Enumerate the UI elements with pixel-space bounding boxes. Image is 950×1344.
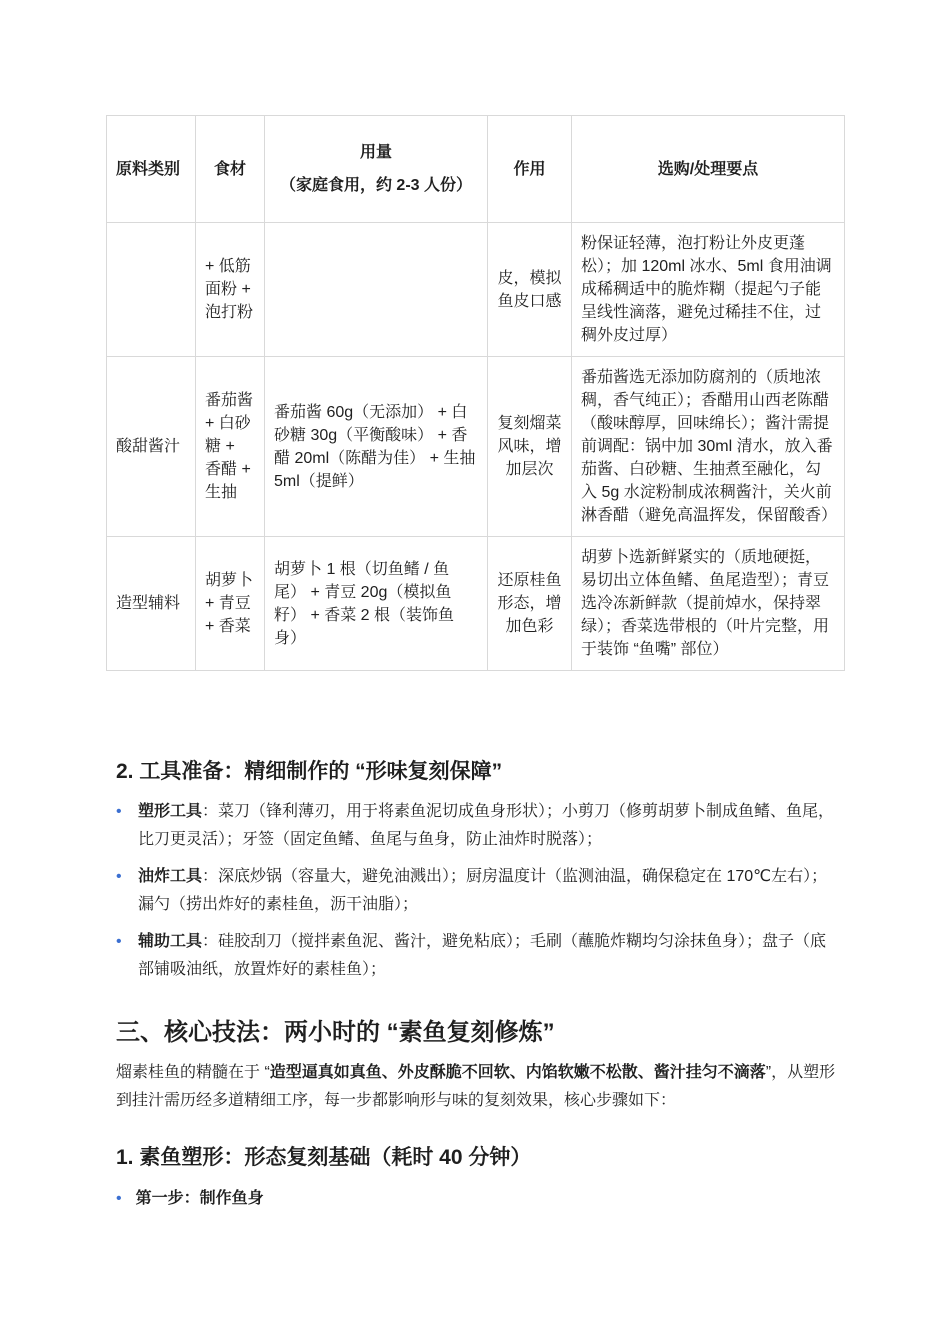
intro-bold: 造型逼真如真鱼、外皮酥脆不回软、内馅软嫩不松散、酱汁挂匀不滴落: [269, 1064, 766, 1081]
header-tips: 选购/处理要点: [572, 116, 845, 223]
header-amount-note: （家庭食用，约 2-3 人份）: [279, 177, 473, 194]
cell-function: 还原桂鱼形态，增加色彩: [488, 537, 572, 671]
list-item: [116, 798, 836, 854]
cell-ingredient: 胡萝卜 + 青豆 + 香菜: [196, 537, 265, 671]
header-amount: [265, 116, 488, 223]
cell-category: 造型辅料: [107, 537, 196, 671]
core-heading: 三、核心技法：两小时的 “素鱼复刻修炼”: [116, 1019, 555, 1046]
tool-term: 塑形工具: [138, 803, 203, 820]
cell-amount: 番茄酱 60g（无添加） + 白砂糖 30g（平衡酸味） + 香醋 20ml（陈醋为佳） + 生抽 5ml（提鲜）: [265, 357, 488, 537]
header-ingredient: 食材: [196, 116, 265, 223]
shape-heading: 1. 素鱼塑形：形态复刻基础（耗时 40 分钟）: [116, 1146, 532, 1169]
tool-text: ：菜刀（锋利薄刃，用于将素鱼泥切成鱼身形状）；小剪刀（修剪胡萝卜制成鱼鳍、鱼尾，比刀更灵活）；牙签（固定鱼鳍、鱼尾与鱼身，防止油炸时脱落）；: [138, 803, 835, 848]
bullet-icon: •: [116, 868, 122, 885]
table-row: [107, 223, 845, 357]
ingredients-table: [106, 115, 845, 671]
bullet-icon: •: [116, 933, 122, 950]
tool-text: ：深底炒锅（容量大，避免油溅出）；厨房温度计（监测油温，确保稳定在 170℃左右）；漏勺（捞出炸好的素桂鱼，沥干油脂）；: [138, 868, 828, 913]
tool-term: 油炸工具: [138, 868, 203, 885]
tool-term: 辅助工具: [138, 933, 203, 950]
bullet-icon: •: [116, 803, 122, 820]
list-item: [116, 1185, 264, 1213]
list-item: [116, 863, 836, 919]
cell-function: 皮，模拟鱼皮口感: [488, 223, 572, 357]
cell-tips: 胡萝卜选新鲜紧实的（质地硬挺，易切出立体鱼鳍、鱼尾造型）；青豆选冷冻新鲜款（提前焯水，保持翠绿）；香菜选带根的（叶片完整，用于装饰 “鱼嘴” 部位）: [572, 537, 845, 671]
cell-ingredient: + 低筋面粉 + 泡打粉: [196, 223, 265, 357]
tool-text: ：硅胶刮刀（搅拌素鱼泥、酱汁，避免粘底）；毛刷（蘸脆炸糊均匀涂抹鱼身）；盘子（底部铺吸油纸，放置炸好的素桂鱼）；: [138, 933, 827, 978]
cell-amount: 胡萝卜 1 根（切鱼鳍 / 鱼尾） + 青豆 20g（模拟鱼籽） + 香菜 2 根（装饰鱼身）: [265, 537, 488, 671]
cell-category: [107, 223, 196, 357]
list-item: [116, 928, 836, 984]
cell-tips: 番茄酱选无添加防腐剂的（质地浓稠，香气纯正）；香醋用山西老陈醋（酸味醇厚，回味绵长）；酱汁需提前调配：锅中加 30ml 清水，放入番茄酱、白砂糖、生抽煮至融化，勾入 5g 水淀粉制成浓稠酱汁，关火前淋香醋（避免高温挥发，保留酸香）: [572, 357, 845, 537]
header-category: 原料类别: [107, 116, 196, 223]
step-label: 第一步：制作鱼身: [135, 1190, 264, 1207]
intro-after: ”，从塑形到挂汁需历经多道精细工序，每一步都影响形与味的复刻效果，核心步骤如下：: [116, 1064, 836, 1109]
cell-ingredient: 番茄酱 + 白砂糖 + 香醋 + 生抽: [196, 357, 265, 537]
cell-amount: [265, 223, 488, 357]
bullet-icon: •: [116, 1190, 122, 1207]
cell-tips: 粉保证轻薄，泡打粉让外皮更蓬松）；加 120ml 冰水、5ml 食用油调成稀稠适中的脆炸糊（提起勺子能呈线性滴落，避免过稀挂不住，过稠外皮过厚）: [572, 223, 845, 357]
table-row: [107, 537, 845, 671]
tools-list: [116, 798, 836, 993]
cell-category: 酸甜酱汁: [107, 357, 196, 537]
table-header-row: [107, 116, 845, 223]
table-row: [107, 357, 845, 537]
header-amount-title: 用量: [359, 144, 392, 161]
intro-before: 熘素桂鱼的精髓在于 “: [116, 1064, 270, 1081]
core-intro: [116, 1059, 836, 1115]
cell-function: 复刻熘菜风味，增加层次: [488, 357, 572, 537]
tools-heading: 2. 工具准备：精细制作的 “形味复刻保障”: [116, 760, 503, 783]
header-function: 作用: [488, 116, 572, 223]
